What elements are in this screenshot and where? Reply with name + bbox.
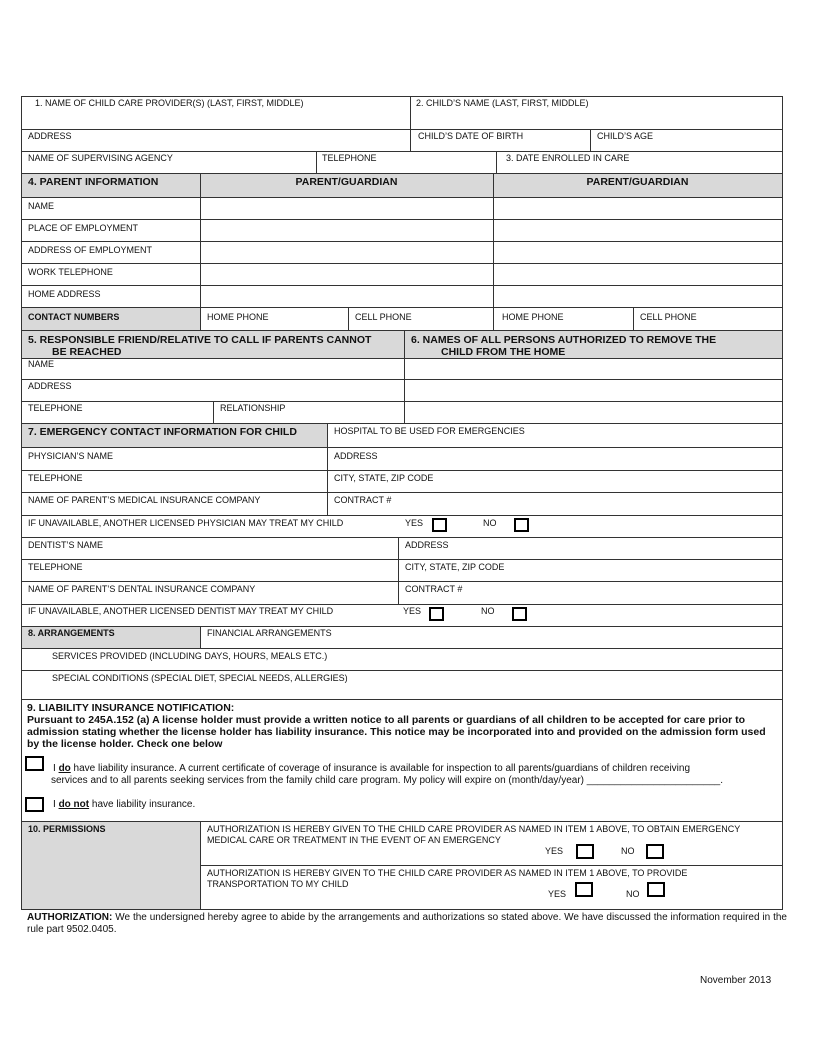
hline [21,379,783,380]
hline [21,559,783,560]
medical-no-label: NO [621,846,635,856]
friend-relative-title: 5. RESPONSIBLE FRIEND/RELATIVE TO CALL IF PARENTS CANNOT [28,334,372,346]
hline [21,219,783,220]
hline [21,241,783,242]
transport-authorization-text: AUTHORIZATION IS HEREBY GIVEN TO THE CHILD CARE PROVIDER AS NAMED IN ITEM 1 ABOVE, TO PROVIDE [207,868,688,878]
hline [21,604,783,605]
vline [398,537,399,605]
hline [21,151,783,152]
provider-name-label: 1. NAME OF CHILD CARE PROVIDER(S) (LAST, FIRST, MIDDLE) [35,98,304,108]
hospital-label: HOSPITAL TO BE USED FOR EMERGENCIES [334,426,525,436]
dentist-no-label: NO [481,606,495,616]
insurance-yes-text-2: services and to all parents seeking services from the family child care program. My policy will expire on (month/day/year) ________________________. [51,775,724,786]
hline [21,699,783,700]
guardian-1-header: PARENT/GUARDIAN [295,176,398,188]
cell-phone-label-1: CELL PHONE [355,312,412,322]
vline [590,129,591,152]
dental-insurance-label: NAME OF PARENT’S DENTAL INSURANCE COMPANY [28,584,256,594]
vline [213,401,214,424]
hline [21,670,783,671]
hline [21,515,783,516]
medical-no-checkbox[interactable] [646,844,664,859]
work-telephone-label: WORK TELEPHONE [28,267,113,277]
dentist-yes-label: YES [403,606,422,616]
insurance-no-checkbox[interactable] [25,797,44,812]
physician-no-checkbox[interactable] [514,518,529,532]
medical-yes-label: YES [545,846,564,856]
employment-address-label: ADDRESS OF EMPLOYMENT [28,245,153,255]
insurance-yes-text: I do have liability insurance. A current certificate of coverage of insurance is available for inspection to all parents/guardians of children receiving [53,763,691,774]
vline [404,330,405,424]
dentist-address-label: ADDRESS [405,540,449,550]
hline [21,173,783,174]
authorization-statement: AUTHORIZATION: We the undersigned hereby agree to abide by the arrangements and authorizations so stated above. We have discussed the information required in the rule part 9502.0405. [27,912,787,935]
medical-yes-checkbox[interactable] [576,844,594,859]
hline [21,423,783,424]
friend-telephone-label: TELEPHONE [28,403,83,413]
hline [21,307,783,308]
vline [316,151,317,174]
hline [21,285,783,286]
vline [496,151,497,174]
liability-notice: Pursuant to 245A.152 (a) A license holder must provide a written notice to all parents or guardians of all children to be accepted for care prior to admission stating whether the license holder has liability insurance. This notice may be incorporated into and provided on the admission form used by the license holder. Check one below [27,714,766,750]
physician-city-label: CITY, STATE, ZIP CODE [334,473,434,483]
parent-name-label: NAME [28,201,55,211]
physician-unavailable-label: IF UNAVAILABLE, ANOTHER LICENSED PHYSICIAN MAY TREAT MY CHILD [28,518,344,528]
vline [493,173,494,331]
physician-yes-checkbox[interactable] [432,518,447,532]
dentist-no-checkbox[interactable] [512,607,527,621]
hline [21,358,783,359]
address-label: ADDRESS [28,131,72,141]
cell-phone-label-2: CELL PHONE [640,312,697,322]
hline [21,470,783,471]
dentist-city-label: CITY, STATE, ZIP CODE [405,562,505,572]
services-label: SERVICES PROVIDED (INCLUDING DAYS, HOURS, MEALS ETC.) [52,651,328,661]
vline [200,626,201,649]
emergency-contact-title: 7. EMERGENCY CONTACT INFORMATION FOR CHILD [28,426,297,438]
dentist-label: DENTIST’S NAME [28,540,104,550]
transport-authorization-text-2: TRANSPORTATION TO MY CHILD [207,879,349,889]
hline [21,197,783,198]
friend-relative-title-2: BE REACHED [52,346,122,358]
hline [21,648,783,649]
child-name-label: 2. CHILD’S NAME (LAST, FIRST, MIDDLE) [416,98,589,108]
hline [21,626,783,627]
dental-contract-label: CONTRACT # [405,584,463,594]
agency-label: NAME OF SUPERVISING AGENCY [28,153,173,163]
authorized-persons-title-2: CHILD FROM THE HOME [441,346,566,358]
hline [21,263,783,264]
physician-telephone-label: TELEPHONE [28,473,83,483]
medical-authorization-text: AUTHORIZATION IS HEREBY GIVEN TO THE CHILD CARE PROVIDER AS NAMED IN ITEM 1 ABOVE, TO OBTAIN EMERGENCY [207,824,741,834]
arrangements-title: 8. ARRANGEMENTS [28,628,115,638]
hline [21,581,783,582]
hline [21,129,783,130]
friend-name-label: NAME [28,359,55,369]
vline [348,307,349,331]
hline [200,865,783,866]
vline [410,96,411,152]
employment-label: PLACE OF EMPLOYMENT [28,223,139,233]
financial-label: FINANCIAL ARRANGEMENTS [207,628,332,638]
permissions-title: 10. PERMISSIONS [28,824,106,834]
vline [200,821,201,910]
parent-info-title: 4. PARENT INFORMATION [28,176,159,188]
guardian-2-header: PARENT/GUARDIAN [586,176,689,188]
hline [21,537,783,538]
hline [21,401,783,402]
vline [327,423,328,516]
medical-insurance-label: NAME OF PARENT’S MEDICAL INSURANCE COMPANY [28,495,261,505]
hline [21,447,783,448]
age-label: CHILD’S AGE [597,131,654,141]
medical-authorization-text-2: MEDICAL CARE OR TREATMENT IN THE EVENT OF AN EMERGENCY [207,835,501,845]
physician-yes-label: YES [405,518,424,528]
insurance-yes-checkbox[interactable] [25,756,44,771]
dentist-yes-checkbox[interactable] [429,607,444,621]
vline [633,307,634,331]
insurance-no-text: I do not have liability insurance. [53,799,196,810]
transport-no-checkbox[interactable] [647,882,665,897]
medical-contract-label: CONTRACT # [334,495,392,505]
hline [21,821,783,822]
friend-address-label: ADDRESS [28,381,72,391]
dentist-telephone-label: TELEPHONE [28,562,83,572]
physician-label: PHYSICIAN’S NAME [28,451,114,461]
hline [21,492,783,493]
enrolled-label: 3. DATE ENROLLED IN CARE [506,153,630,163]
dentist-unavailable-label: IF UNAVAILABLE, ANOTHER LICENSED DENTIST MAY TREAT MY CHILD [28,606,334,616]
home-address-label: HOME ADDRESS [28,289,101,299]
home-phone-label-1: HOME PHONE [207,312,269,322]
vline [200,173,201,331]
contact-numbers-label: CONTACT NUMBERS [28,312,120,322]
liability-title: 9. LIABILITY INSURANCE NOTIFICATION: [27,702,235,714]
transport-no-label: NO [626,889,640,899]
authorized-persons-title: 6. NAMES OF ALL PERSONS AUTHORIZED TO REMOVE THE [411,334,717,346]
physician-no-label: NO [483,518,497,528]
permissions-bg [22,822,200,909]
transport-yes-checkbox[interactable] [575,882,593,897]
hline [21,330,783,331]
relationship-label: RELATIONSHIP [220,403,286,413]
physician-address-label: ADDRESS [334,451,378,461]
transport-yes-label: YES [548,889,567,899]
dob-label: CHILD’S DATE OF BIRTH [418,131,524,141]
agency-telephone-label: TELEPHONE [322,153,377,163]
special-conditions-label: SPECIAL CONDITIONS (SPECIAL DIET, SPECIAL NEEDS, ALLERGIES) [52,673,348,683]
footer-date: November 2013 [700,975,772,986]
home-phone-label-2: HOME PHONE [502,312,564,322]
